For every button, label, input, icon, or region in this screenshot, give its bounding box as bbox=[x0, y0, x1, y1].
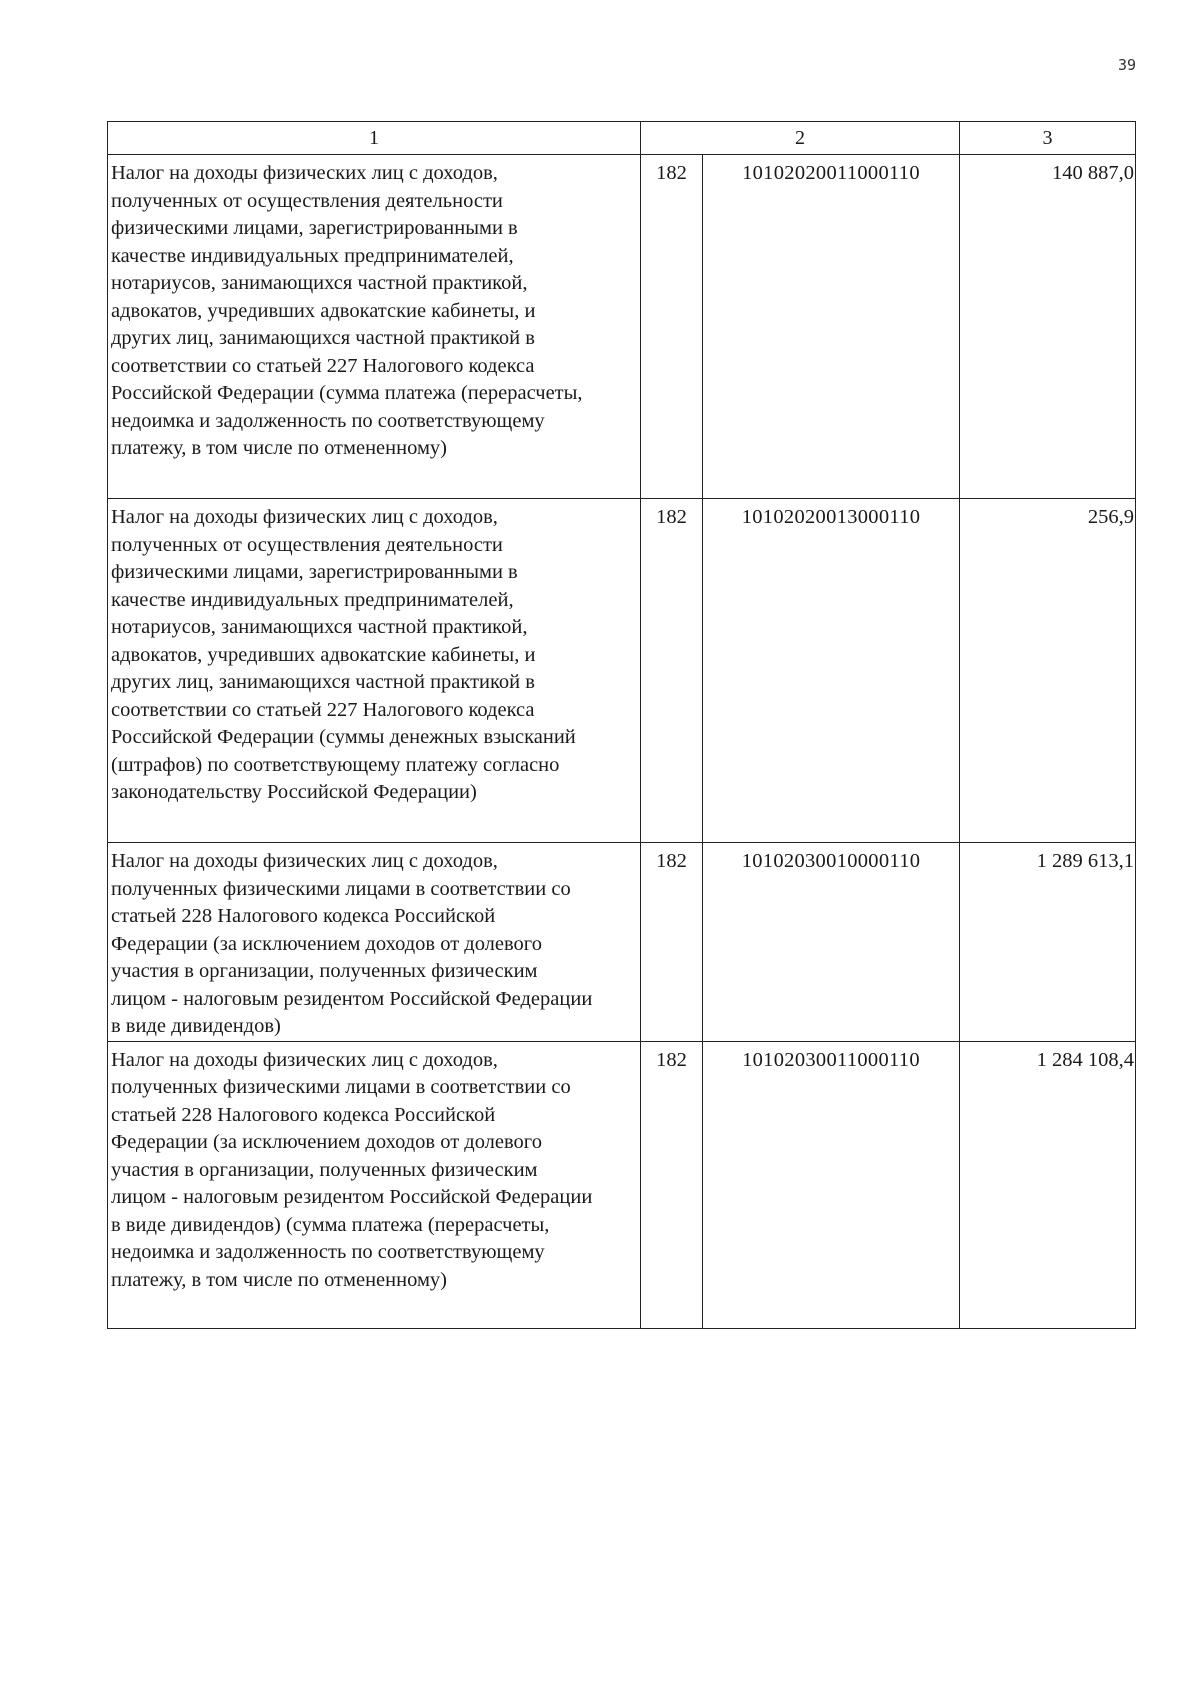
row-description: Налог на доходы физических лиц с доходов, полученных физическими лицами в соответствии со статьей 228 Налогового кодекса Российской Федерации (за исключением доходов от долевого участия в организации, полученных физическим лицом - налоговым резидентом Российской Федерации в виде дивидендов) bbox=[108, 843, 641, 1042]
row-admin-code: 182 bbox=[641, 843, 703, 1042]
row-amount: 140 887,0 bbox=[960, 155, 1136, 499]
row-admin-code: 182 bbox=[641, 155, 703, 499]
page-number: 39 bbox=[1118, 56, 1137, 74]
row-amount: 256,9 bbox=[960, 499, 1136, 843]
column-header-2: 2 bbox=[641, 122, 960, 155]
table-header-row bbox=[108, 122, 1136, 155]
row-description: Налог на доходы физических лиц с доходов, полученных от осуществления деятельности физическими лицами, зарегистрированными в качестве индивидуальных предпринимателей, нотариусов, занимающихся частной практикой, адвокатов, учредивших адвокатские кабинеты, и других лиц, занимающихся частной практикой в соответствии со статьей 227 Налогового кодекса Российской Федерации (сумма платежа (перерасчеты, недоимка и задолженность по соответствующему платежу, в том числе по отмененному) bbox=[108, 155, 641, 499]
table-row bbox=[108, 1041, 1136, 1328]
column-header-3: 3 bbox=[960, 122, 1136, 155]
table-row bbox=[108, 843, 1136, 1042]
row-budget-code: 10102030011000110 bbox=[703, 1041, 960, 1328]
row-admin-code: 182 bbox=[641, 1041, 703, 1328]
table-row bbox=[108, 155, 1136, 499]
row-amount: 1 289 613,1 bbox=[960, 843, 1136, 1042]
column-header-1: 1 bbox=[108, 122, 641, 155]
row-admin-code: 182 bbox=[641, 499, 703, 843]
row-description: Налог на доходы физических лиц с доходов, полученных физическими лицами в соответствии со статьей 228 Налогового кодекса Российской Федерации (за исключением доходов от долевого участия в организации, полученных физическим лицом - налоговым резидентом Российской Федерации в виде дивидендов) (сумма платежа (перерасчеты, недоимка и задолженность по соответствующему платежу, в том числе по отмененному) bbox=[108, 1041, 641, 1328]
row-budget-code: 10102020013000110 bbox=[703, 499, 960, 843]
row-budget-code: 10102030010000110 bbox=[703, 843, 960, 1042]
row-budget-code: 10102020011000110 bbox=[703, 155, 960, 499]
row-amount: 1 284 108,4 bbox=[960, 1041, 1136, 1328]
table-row bbox=[108, 499, 1136, 843]
row-description: Налог на доходы физических лиц с доходов, полученных от осуществления деятельности физическими лицами, зарегистрированными в качестве индивидуальных предпринимателей, нотариусов, занимающихся частной практикой, адвокатов, учредивших адвокатские кабинеты, и других лиц, занимающихся частной практикой в соответствии со статьей 227 Налогового кодекса Российской Федерации (суммы денежных взысканий (штрафов) по соответствующему платежу согласно законодательству Российской Федерации) bbox=[108, 499, 641, 843]
revenue-table bbox=[107, 121, 1136, 1329]
